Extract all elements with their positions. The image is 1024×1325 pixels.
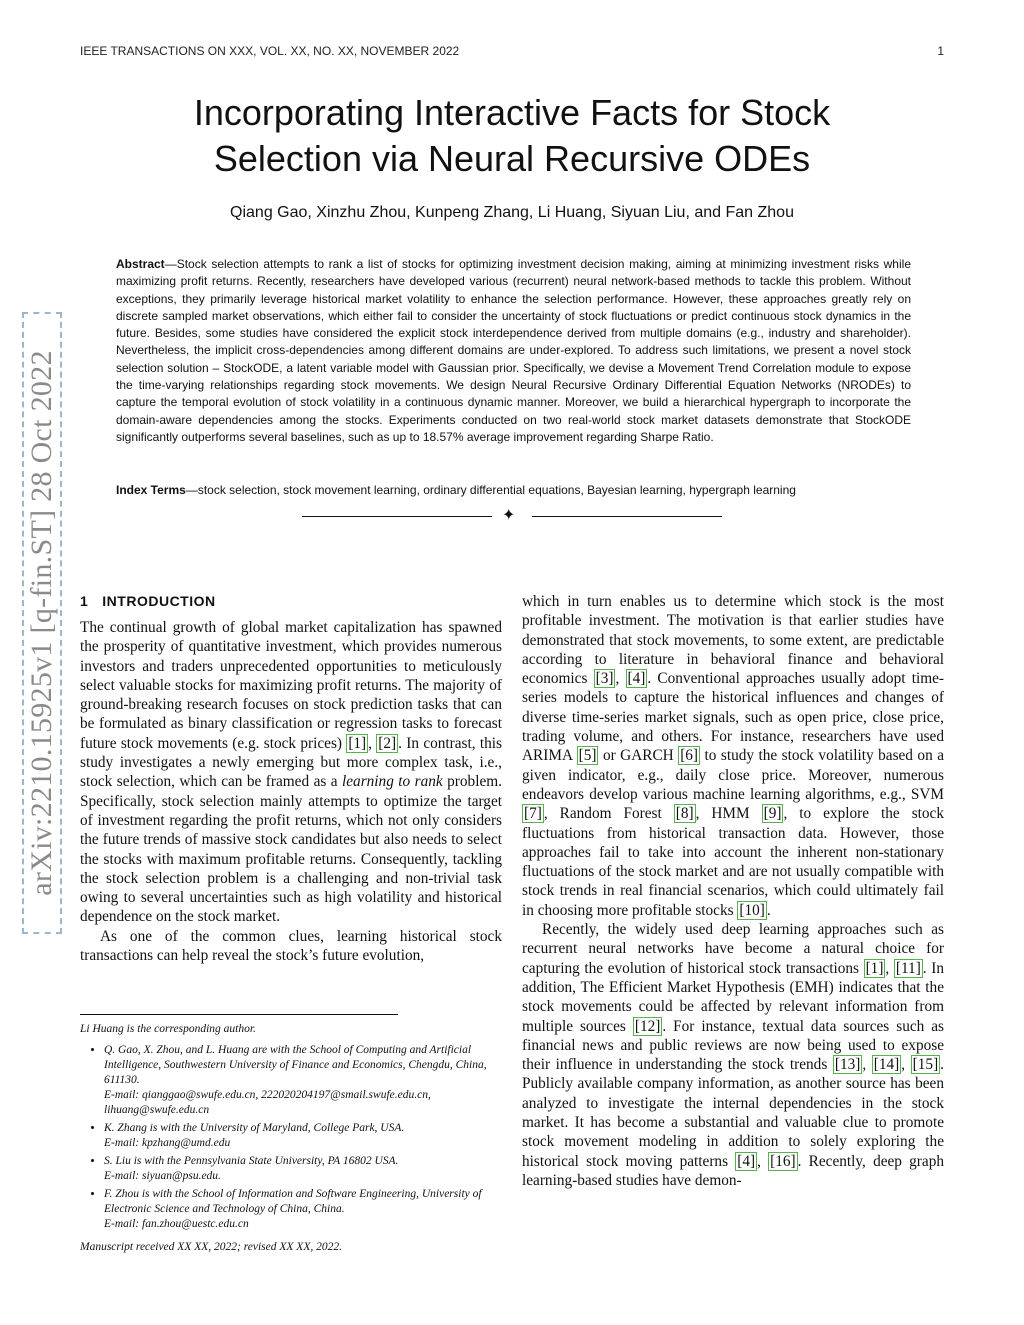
- footnote-rule: [80, 1014, 398, 1015]
- diamond-separator-icon: ✦: [502, 505, 516, 524]
- abstract: [116, 256, 911, 446]
- intro-paragraph-2: As one of the common clues, learning historical stock transactions can help reveal the stock’s future evolution,: [80, 927, 502, 965]
- affiliation-item: • Q. Gao, X. Zhou, and L. Huang are with the School of Computing and Artificial Intelligence, Southwestern University of Finance and Economics, Chengdu, China, 611130. E-mail: qianggao@swufe.edu.cn, 222020204197@smail.swufe.edu.cn, lihuang@swufe.edu.cn: [104, 1043, 504, 1118]
- email-line: E-mail: siyuan@psu.edu.: [104, 1170, 221, 1182]
- intro-paragraph-3: which in turn enables us to determine which stock is the most profitable investment. The motivation is that earlier studies have demonstrated that stock movements, to some extent, are predictable according to literature in behavioral finance and behavioral economics [3] , [4] . Conventional approaches usually adopt time-series models to capture the historical influences and changes of diverse time-series market signals, such as open price, close price, trading volume, and others. For instance, researchers have used ARIMA [5] or GARCH [6] to study the stock volatility based on a given indicator, e.g., daily close price. Moreover, numerous endeavors develop various machine learning algorithms, e.g., SVM [7] , Random Forest [8] , HMM [9] , to explore the stock fluctuations from historical transaction data. However, those approaches fail to take into account the inherent non-stationary fluctuations of the stock market and are not usually compatible with stock trends in real financial scenarios, which could ultimately fail in choosing more profitable stocks [10] .: [522, 593, 944, 919]
- affiliation-list: [80, 1043, 504, 1232]
- citation-link[interactable]: [8]: [675, 805, 694, 823]
- citation-link[interactable]: [1]: [865, 959, 884, 977]
- page-number: 1: [937, 44, 944, 58]
- citation-link[interactable]: [7]: [524, 805, 542, 823]
- index-terms-text: —stock selection, stock movement learning, ordinary differential equations, Bayesian learning, hypergraph learning: [185, 483, 796, 497]
- email-line: E-mail: fan.zhou@uestc.edu.cn: [104, 1218, 249, 1230]
- arxiv-stamp-text[interactable]: arXiv:2210.15925v1 [q-fin.ST] 28 Oct 2022: [25, 350, 58, 896]
- left-column: [80, 592, 502, 965]
- section-number: 1: [80, 593, 89, 609]
- citation-link[interactable]: [12]: [634, 1017, 661, 1035]
- separator-rule-right: [532, 516, 722, 517]
- section-title: INTRODUCTION: [102, 593, 216, 609]
- running-header: [80, 44, 944, 62]
- title-line-2: Selection via Neural Recursive ODEs: [213, 138, 811, 179]
- index-terms-label: Index Terms: [116, 483, 186, 497]
- manuscript-note: Manuscript received XX XX, 2022; revised XX XX, 2022.: [80, 1241, 342, 1253]
- intro-paragraph-4: Recently, the widely used deep learning approaches such as recurrent neural networks have become a natural choice for capturing the evolution of historical stock transactions [1] , [11] . In addition, The Efficient Market Hypothesis (EMH) indicates that the stock movements could be affected by relevant information from multiple sources [12] . For instance, textual data sources such as financial news and public reviews are now being used to expose their influence in understanding the stock trends [13] , [14] , [15] . Publicly available company information, as another source has been analyzed to investigate the internal dependencies in the stock market. It has become a substantial and valuable clue to promote stock movement modeling in addition to solely exploring the historical stock moving patterns [4] , [16] . Recently, deep graph learning-based studies have demon-: [522, 921, 945, 1189]
- corresponding-author-note: Li Huang is the corresponding author.: [80, 1023, 256, 1035]
- citation-link[interactable]: [4]: [627, 670, 646, 688]
- citation-link[interactable]: [9]: [763, 805, 782, 823]
- index-terms: [116, 482, 911, 499]
- email-line: E-mail: qianggao@swufe.edu.cn, 222020204197@smail.swufe.edu.cn, lihuang@swufe.edu.cn: [104, 1089, 431, 1116]
- separator-rule-left: [302, 516, 492, 517]
- footnotes: [80, 1022, 504, 1261]
- affiliation-item: • F. Zhou is with the School of Information and Software Engineering, University of Electronic Science and Technology of China, China. E-mail: fan.zhou@uestc.edu.cn: [104, 1187, 504, 1232]
- email-line: E-mail: kpzhang@umd.edu: [104, 1137, 231, 1149]
- citation-link[interactable]: [5]: [578, 747, 597, 765]
- journal-header: IEEE TRANSACTIONS ON XXX, VOL. XX, NO. XX, NOVEMBER 2022: [80, 44, 460, 58]
- citation-link[interactable]: [11]: [895, 959, 921, 977]
- citation-link[interactable]: [1]: [348, 734, 367, 752]
- affiliation-item: • S. Liu is with the Pennsylvania State University, PA 16802 USA. E-mail: siyuan@psu.edu.: [104, 1154, 504, 1184]
- section-heading-introduction: [80, 592, 502, 610]
- paper-title: [80, 90, 944, 182]
- citation-link[interactable]: [16]: [770, 1152, 796, 1170]
- citation-link[interactable]: [2]: [378, 734, 397, 752]
- affiliation-item: • K. Zhang is with the University of Maryland, College Park, USA. E-mail: kpzhang@umd.edu: [104, 1121, 504, 1151]
- citation-link[interactable]: [4]: [737, 1152, 756, 1170]
- citation-link[interactable]: [14]: [873, 1056, 900, 1074]
- intro-paragraph-1: The continual growth of global market capitalization has spawned the prosperity of quantitative investment, which provides numerous investors and traders unprecedented opportunities to meticulously select valuable stocks for maximizing profit returns. The majority of ground-breaking research focuses on stock prediction tasks that can be formulated as binary classification or regression tasks to forecast future stock movements (e.g. stock prices) [1] , [2] . In contrast, this study investigates a newly emerging but more complex task, i.e., stock selection, which can be framed as a learning to rank problem. Specifically, stock selection mainly attempts to optimize the target of investment regarding the profit returns, which not only considers the future trends of massive stock candidates but also needs to select the stocks with maximum profitable returns. Consequently, tackling the stock selection problem is a challenging and non-trivial task owing to several uncertainties such as high volatility and historical dependence on the stock market.: [80, 619, 502, 926]
- abstract-label: Abstract: [116, 257, 165, 271]
- abstract-text: —Stock selection attempts to rank a list of stocks for optimizing investment decision making, aiming at minimizing investment risks while maximizing profit returns. Recently, researchers have developed various (recurrent) neural network-based methods to tackle this problem. Without exceptions, they primarily leverage historical market volatility to enhance the selection performance. However, these approaches greatly rely on discrete sampled market observations, which either fail to consider the uncertainty of stock fluctuations or predict continuous stock dynamics in the future. Besides, some studies have considered the explicit stock interdependence derived from multiple domains (e.g., industry and shareholder). Nevertheless, the implicit cross-dependencies among different domains are under-explored. To address such limitations, we present a novel stock selection solution – StockODE, a latent variable model with Gaussian prior. Specifically, we devise a Movement Trend Correlation module to expose the time-varying relationships regarding stock movements. We design Neural Recursive Ordinary Differential Equation Networks (NRODEs) to capture the temporal evolution of stock volatility in a continuous dynamic manner. Moreover, we build a hierarchical hypergraph to incorporate the domain-aware dependencies among the stocks. Experiments conducted on two real-world stock market datasets demonstrate that StockODE significantly outperforms several baselines, such as up to 18.57% average improvement regarding Sharpe Ratio.: [116, 257, 911, 444]
- citation-link[interactable]: [13]: [834, 1056, 861, 1074]
- section-separator: [302, 505, 722, 524]
- arxiv-stamp[interactable]: [22, 312, 62, 934]
- title-line-1: Incorporating Interactive Facts for Stock: [193, 92, 831, 133]
- citation-link[interactable]: [3]: [595, 670, 614, 688]
- right-column: [522, 592, 944, 1190]
- author-list: Qiang Gao, Xinzhu Zhou, Kunpeng Zhang, Li Huang, Siyuan Liu, and Fan Zhou: [230, 204, 794, 221]
- citation-link[interactable]: [10]: [739, 901, 765, 919]
- emphasis-learning-to-rank: learning to rank: [342, 773, 443, 791]
- citation-link[interactable]: [6]: [680, 747, 699, 765]
- citation-link[interactable]: [15]: [912, 1056, 939, 1074]
